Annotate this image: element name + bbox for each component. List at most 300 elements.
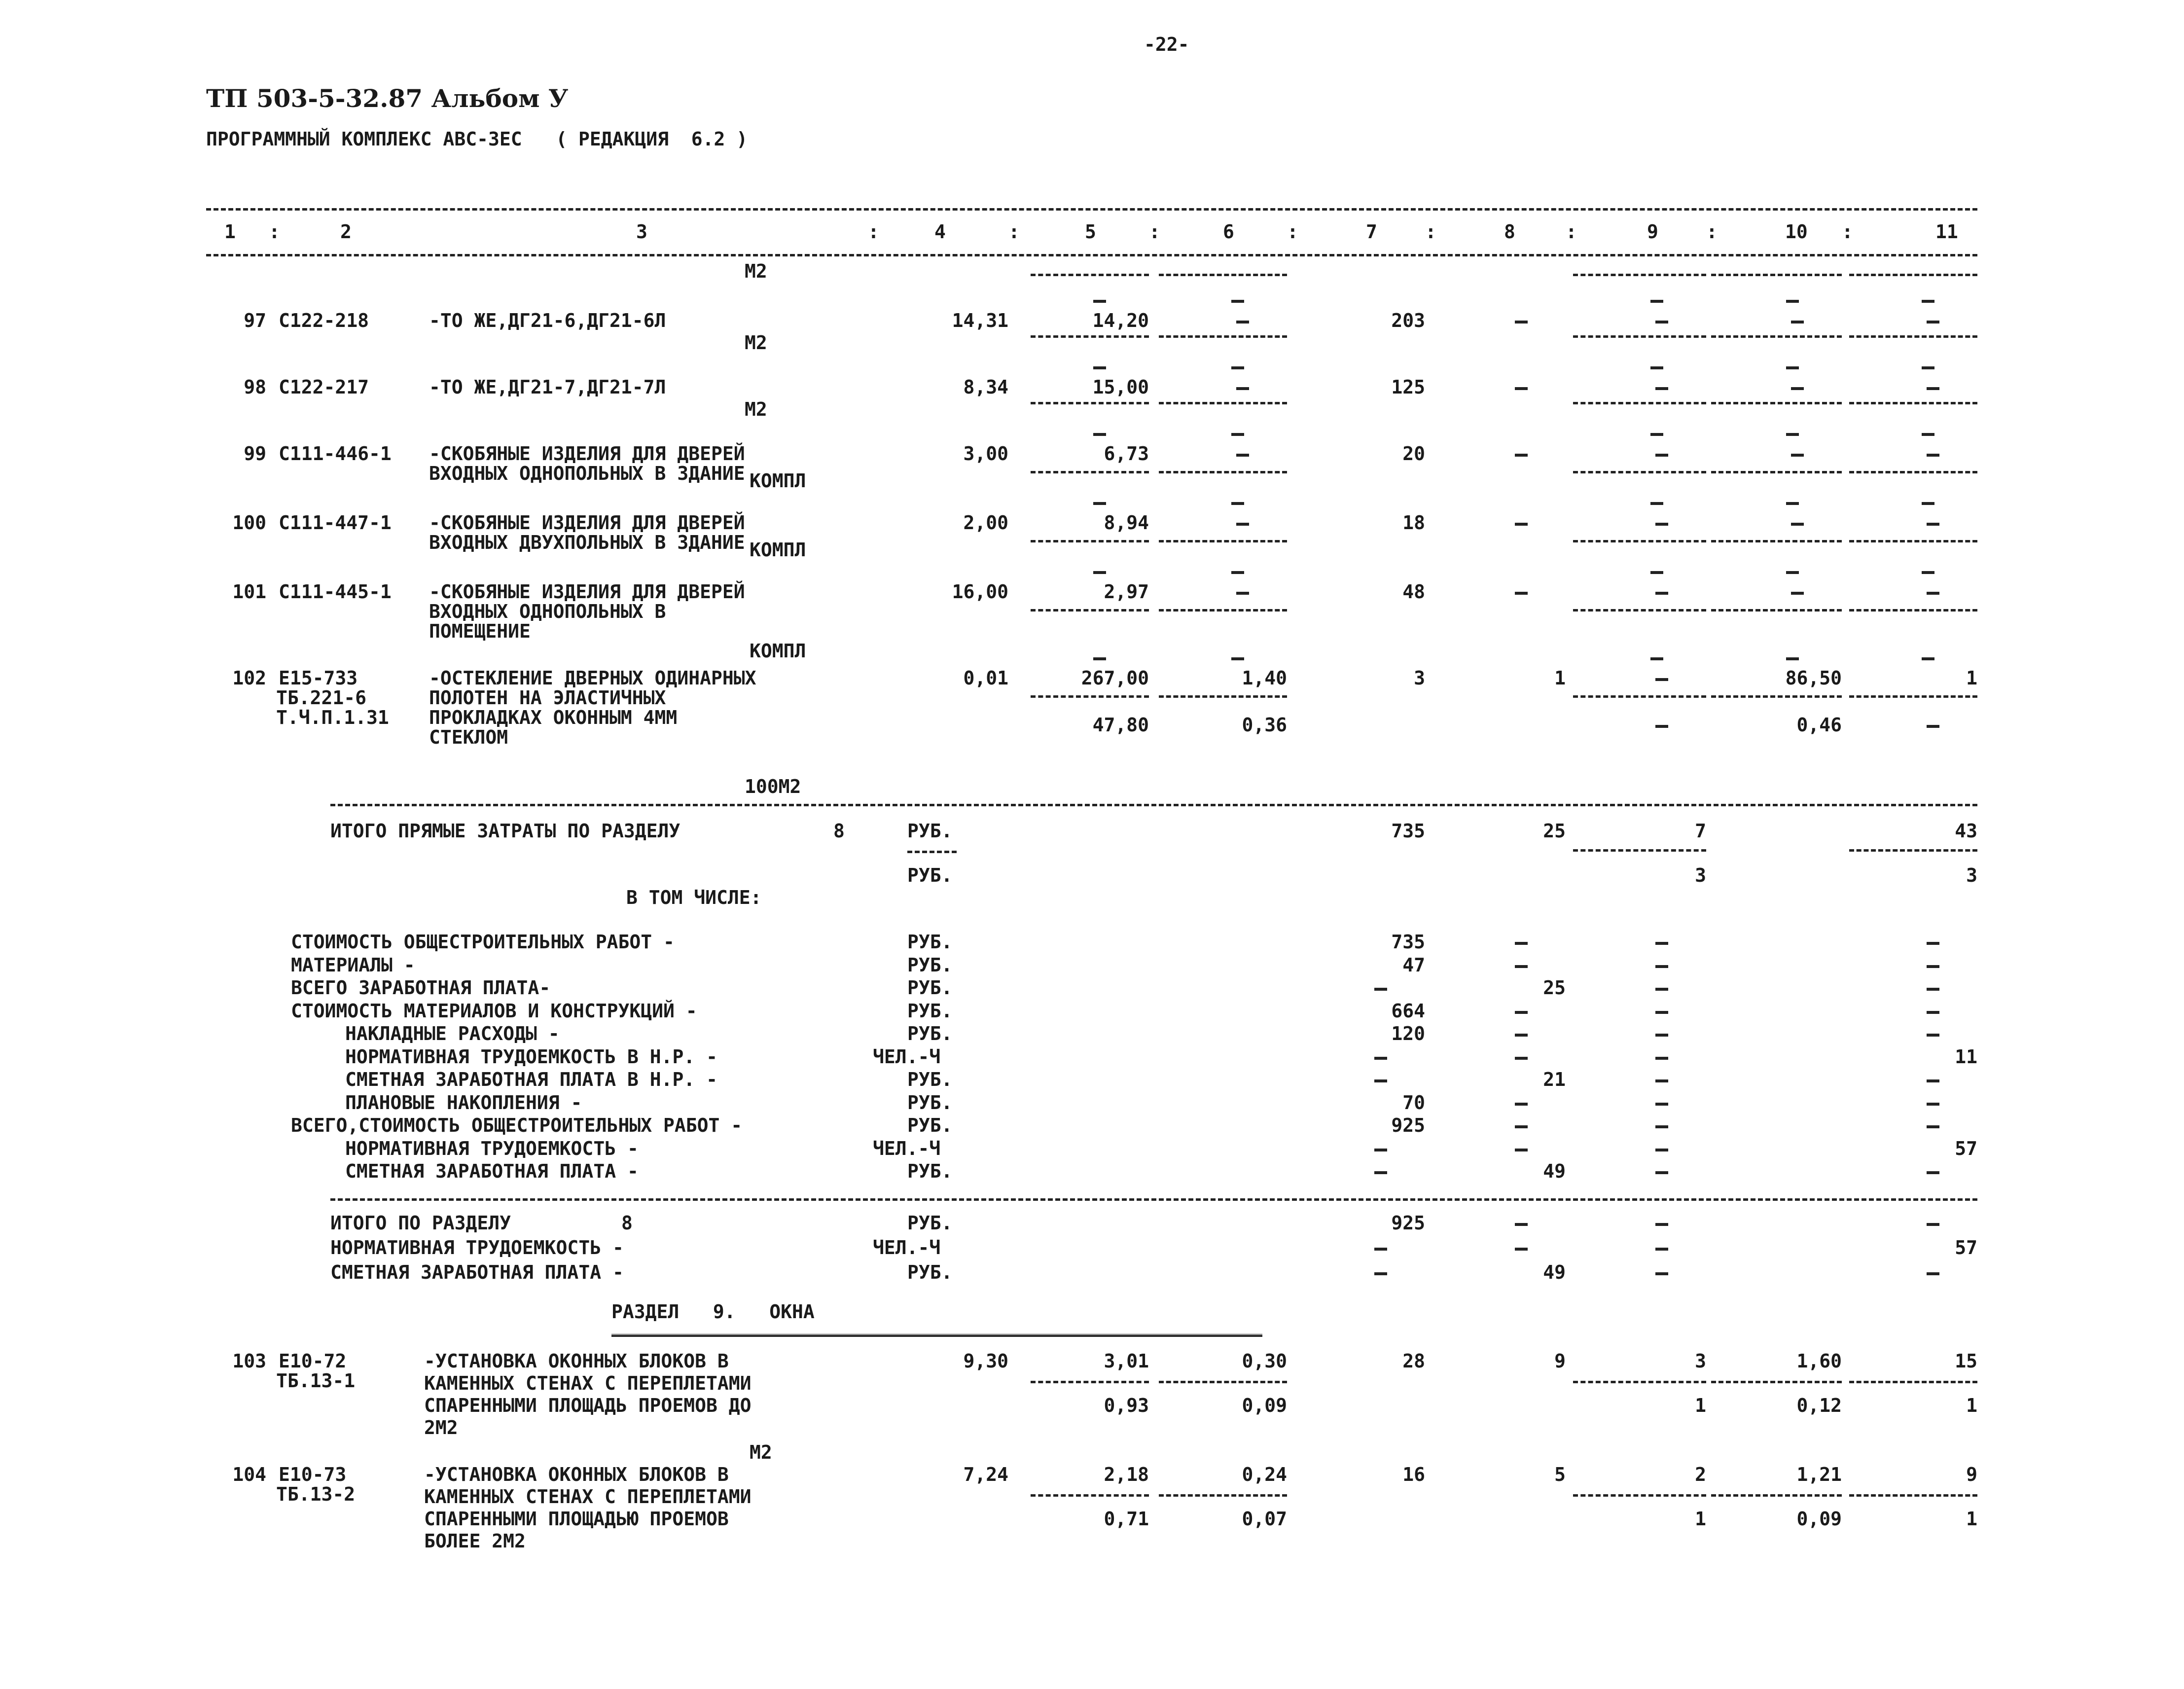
row-unit: КОМПЛ (750, 640, 806, 662)
column-number-10: 10 (1785, 221, 1808, 243)
stub-dash (1786, 657, 1799, 660)
breakdown-unit: РУБ. (907, 1023, 953, 1044)
sub-rule-c9 (1573, 540, 1706, 542)
summary-c9-dash (1655, 1248, 1668, 1251)
breakdown-c8-dash (1515, 965, 1528, 968)
row-c10-dash (1791, 592, 1804, 595)
row-c5: 15,00 (1092, 376, 1149, 398)
sub-rule-c6 (1159, 540, 1287, 542)
breakdown-unit: РУБ. (907, 977, 953, 999)
section-total-c9: 7 (1695, 820, 1706, 842)
stub-dash (1922, 300, 1934, 303)
row-c5: 2,18 (1104, 1464, 1149, 1485)
row-c7: 203 (1391, 310, 1425, 331)
stub-dash (1650, 366, 1663, 369)
column-separator: : (1842, 221, 1853, 243)
stub-dash (1231, 366, 1244, 369)
sub-rule-c6 (1159, 695, 1287, 698)
row-description: ВХОДНЫХ ОДНОПОЛЬНЫХ В ЗДАНИЕ (429, 463, 745, 484)
row-unit: М2 (745, 332, 767, 354)
column-number-3: 3 (636, 221, 647, 243)
row-c9: 3 (1695, 1350, 1706, 1372)
row-number: 100 (232, 512, 266, 534)
breakdown-label: НАКЛАДНЫЕ РАСХОДЫ - (345, 1023, 560, 1044)
row-code-ref: Т.Ч.П.1.31 (276, 707, 389, 728)
stub-dash (1650, 433, 1663, 436)
sub-rule-c6 (1159, 471, 1287, 473)
summary-c8: 49 (1543, 1261, 1566, 1283)
breakdown-c11-dash (1927, 1034, 1939, 1037)
page-number: -22- (1144, 34, 1189, 55)
breakdown-c9-dash (1655, 1171, 1668, 1174)
stub-dash (1093, 571, 1106, 574)
column-separator: : (1149, 221, 1160, 243)
sub-rule-c6 (1159, 1381, 1287, 1383)
sub-rule-c10 (1711, 274, 1842, 276)
summary-c9-dash (1655, 1272, 1668, 1275)
row-c5-sub: 0,71 (1104, 1508, 1149, 1530)
row-c6: 1,40 (1242, 667, 1287, 689)
row-description: -ТО ЖЕ,ДГ21-6,ДГ21-6Л (429, 310, 666, 331)
row-c8-dash (1515, 592, 1528, 595)
row-c5: 267,00 (1081, 667, 1149, 689)
row-c10-dash (1791, 454, 1804, 457)
column-number-9: 9 (1647, 221, 1658, 243)
sub-rule-c9 (1573, 335, 1706, 338)
stub-dash (1231, 502, 1244, 505)
row-c11-dash (1927, 321, 1939, 323)
sub-rule-c9 (1573, 471, 1706, 473)
stub-dash (1922, 366, 1934, 369)
breakdown-c9-dash (1655, 1057, 1668, 1060)
sub-rule-c5 (1031, 471, 1149, 473)
row-c11-sub-dash (1927, 725, 1939, 728)
breakdown-c9-dash (1655, 1103, 1668, 1106)
column-number-5: 5 (1085, 221, 1096, 243)
row-number: 104 (232, 1464, 266, 1485)
sub-rule-c5 (1031, 540, 1149, 542)
breakdown-c8-dash (1515, 942, 1528, 945)
row-quantity: 7,24 (963, 1464, 1008, 1485)
sub-rule-c9 (1573, 274, 1706, 276)
row-quantity: 0,01 (963, 667, 1008, 689)
breakdown-unit: РУБ. (907, 1091, 953, 1114)
row-c8-dash (1515, 454, 1528, 457)
row-c6-sub: 0,36 (1242, 714, 1287, 736)
breakdown-c8: 21 (1543, 1069, 1566, 1090)
summary-c11-dash (1927, 1272, 1939, 1275)
row-unit: 100М2 (745, 776, 801, 797)
breakdown-c7: 70 (1402, 1091, 1425, 1114)
row-unit: КОМПЛ (750, 470, 806, 492)
column-separator: : (1008, 221, 1020, 243)
breakdown-c11-dash (1927, 965, 1939, 968)
row-c6: 0,24 (1242, 1464, 1287, 1485)
summary-label: ИТОГО ПО РАЗДЕЛУ (330, 1212, 511, 1234)
breakdown-c8-dash (1515, 1149, 1528, 1151)
rule-unit (907, 851, 957, 853)
column-number-1: 1 (224, 221, 236, 243)
row-quantity: 3,00 (963, 443, 1008, 465)
row-description: -СКОБЯНЫЕ ИЗДЕЛИЯ ДЛЯ ДВЕРЕЙ (429, 512, 745, 534)
row-c8-dash (1515, 387, 1528, 390)
row-c7: 3 (1414, 667, 1425, 689)
rule-section-summary (330, 1198, 1977, 1201)
row-description: КАМЕННЫХ СТЕНАХ С ПЕРЕПЛЕТАМИ (424, 1372, 752, 1394)
section-total-number: 8 (833, 820, 845, 842)
row-description: -УСТАНОВКА ОКОННЫХ БЛОКОВ В (424, 1464, 729, 1485)
summary-c9-dash (1655, 1223, 1668, 1226)
row-c11-dash (1927, 523, 1939, 526)
breakdown-label: НОРМАТИВНАЯ ТРУДОЕМКОСТЬ В Н.Р. - (345, 1045, 717, 1068)
section-total-c9-sub: 3 (1695, 864, 1706, 886)
section-total-c11: 43 (1955, 820, 1977, 842)
breakdown-unit: РУБ. (907, 1114, 953, 1136)
breakdown-c8-dash (1515, 1011, 1528, 1014)
stub-dash (1650, 657, 1663, 660)
summary-unit: РУБ. (907, 1212, 953, 1234)
breakdown-unit: ЧЕЛ.-Ч (873, 1045, 941, 1068)
breakdown-label: СТОИМОСТЬ МАТЕРИАЛОВ И КОНСТРУКЦИЙ - (291, 1000, 697, 1022)
row-c7: 28 (1402, 1350, 1425, 1372)
row-c11-sub: 1 (1966, 1508, 1977, 1530)
sub-rule-c11 (1849, 471, 1977, 473)
row-unit: М2 (750, 1441, 772, 1463)
breakdown-c11-dash (1927, 1171, 1939, 1174)
row-c11-dash (1927, 387, 1939, 390)
stub-dash (1231, 300, 1244, 303)
breakdown-c9-dash (1655, 1079, 1668, 1082)
row-description: КАМЕННЫХ СТЕНАХ С ПЕРЕПЛЕТАМИ (424, 1486, 752, 1508)
row-description: ПОМЕЩЕНИЕ (429, 620, 531, 642)
row-description: -СКОБЯНЫЕ ИЗДЕЛИЯ ДЛЯ ДВЕРЕЙ (429, 443, 745, 465)
row-c9-sub: 1 (1695, 1395, 1706, 1416)
summary-c7-dash (1374, 1248, 1387, 1251)
breakdown-c9-dash (1655, 1125, 1668, 1128)
row-c8-dash (1515, 321, 1528, 323)
row-c11-dash (1927, 592, 1939, 595)
row-description: ПРОКЛАДКАХ ОКОННЫМ 4ММ (429, 707, 678, 728)
row-code: Е10-73 (279, 1464, 347, 1485)
sub-rule-c11 (1849, 849, 1977, 852)
row-c5: 8,94 (1104, 512, 1149, 534)
breakdown-label: СМЕТНАЯ ЗАРАБОТНАЯ ПЛАТА - (345, 1160, 639, 1182)
breakdown-c8: 49 (1543, 1160, 1566, 1182)
row-c6-sub: 0,07 (1242, 1508, 1287, 1530)
sub-rule-c6 (1159, 609, 1287, 611)
row-code: С122-217 (279, 376, 369, 398)
row-c11-sub: 1 (1966, 1395, 1977, 1416)
sub-rule-c11 (1849, 540, 1977, 542)
row-c5-sub: 0,93 (1104, 1395, 1149, 1416)
sub-rule-c10 (1711, 609, 1842, 611)
sub-rule-c11 (1849, 1494, 1977, 1497)
row-c10: 1,60 (1796, 1350, 1842, 1372)
breakdown-c9-dash (1655, 1149, 1668, 1151)
section-total-c11-sub: 3 (1966, 864, 1977, 886)
breakdown-c11: 11 (1955, 1045, 1977, 1068)
column-number-6: 6 (1223, 221, 1234, 243)
row-c9-sub: 1 (1695, 1508, 1706, 1530)
sub-rule-c11 (1849, 609, 1977, 611)
row-number: 97 (244, 310, 266, 331)
section-total-unit: РУБ. (907, 820, 953, 842)
row-c8: 9 (1554, 1350, 1566, 1372)
row-c7: 48 (1402, 581, 1425, 603)
stub-dash (1786, 300, 1799, 303)
sub-rule-c11 (1849, 274, 1977, 276)
sub-rule-c10 (1711, 335, 1842, 338)
row-number: 102 (232, 667, 266, 689)
row-c11: 15 (1955, 1350, 1977, 1372)
in-that-number-label: В ТОМ ЧИСЛЕ: (626, 887, 762, 908)
section-total-c7: 735 (1391, 820, 1425, 842)
column-number-4: 4 (934, 221, 946, 243)
row-c9-dash (1655, 523, 1668, 526)
sub-rule-c10 (1711, 540, 1842, 542)
sub-rule-c11 (1849, 335, 1977, 338)
row-code: Е10-72 (279, 1350, 347, 1372)
breakdown-c7: 47 (1402, 954, 1425, 976)
rule-section-total (330, 804, 1977, 806)
sub-rule-c11 (1849, 695, 1977, 698)
row-unit: М2 (745, 398, 767, 420)
breakdown-c11-dash (1927, 1079, 1939, 1082)
sub-rule-c10 (1711, 695, 1842, 698)
sub-rule-c10 (1711, 1381, 1842, 1383)
row-description: ВХОДНЫХ ДВУХПОЛЬНЫХ В ЗДАНИЕ (429, 532, 745, 553)
sub-rule-c5 (1031, 1381, 1149, 1383)
sub-rule-c9 (1573, 695, 1706, 698)
breakdown-c9-dash (1655, 965, 1668, 968)
row-c10-dash (1791, 523, 1804, 526)
row-c10-sub: 0,12 (1796, 1395, 1842, 1416)
row-number: 101 (232, 581, 266, 603)
row-code-ref: ТБ.13-2 (276, 1483, 356, 1505)
sub-rule-c11 (1849, 1381, 1977, 1383)
row-c7: 16 (1402, 1464, 1425, 1485)
summary-unit: ЧЕЛ.-Ч (873, 1237, 941, 1258)
row-c9-dash (1655, 592, 1668, 595)
sub-rule-c5 (1031, 335, 1149, 338)
breakdown-c11-dash (1927, 1011, 1939, 1014)
unit-label: М2 (745, 260, 767, 282)
breakdown-label: МАТЕРИАЛЫ - (291, 954, 415, 976)
row-number: 98 (244, 376, 266, 398)
row-quantity: 14,31 (952, 310, 1008, 331)
breakdown-c11: 57 (1955, 1137, 1977, 1159)
row-quantity: 16,00 (952, 581, 1008, 603)
breakdown-c11-dash (1927, 988, 1939, 991)
row-c8: 1 (1554, 667, 1566, 689)
breakdown-unit: РУБ. (907, 931, 953, 953)
summary-c7: 925 (1391, 1212, 1425, 1234)
column-separator: : (269, 221, 280, 243)
program-line: ПРОГРАММНЫЙ КОМПЛЕКС АВС-3ЕС ( РЕДАКЦИЯ 6.2 ) (206, 128, 748, 150)
row-c8-dash (1515, 523, 1528, 526)
sub-rule-c6 (1159, 402, 1287, 404)
stub-dash (1786, 366, 1799, 369)
stub-dash (1231, 657, 1244, 660)
summary-label: СМЕТНАЯ ЗАРАБОТНАЯ ПЛАТА - (330, 1261, 624, 1283)
rule-top (206, 208, 1977, 211)
breakdown-c8-dash (1515, 1103, 1528, 1106)
breakdown-unit: ЧЕЛ.-Ч (873, 1137, 941, 1159)
sub-rule-c5 (1031, 609, 1149, 611)
section-total-unit2: РУБ. (907, 864, 953, 886)
breakdown-c7: 925 (1391, 1114, 1425, 1136)
row-description: -УСТАНОВКА ОКОННЫХ БЛОКОВ В (424, 1350, 729, 1372)
row-code: С111-445-1 (279, 581, 392, 603)
row-c8: 5 (1554, 1464, 1566, 1485)
column-number-7: 7 (1366, 221, 1377, 243)
stub-dash (1093, 300, 1106, 303)
sub-rule-c9 (1573, 849, 1706, 852)
row-c11-dash (1927, 454, 1939, 457)
summary-c11: 57 (1955, 1237, 1977, 1258)
row-c9: 2 (1695, 1464, 1706, 1485)
column-number-8: 8 (1504, 221, 1515, 243)
row-c11: 1 (1966, 667, 1977, 689)
breakdown-label: ПЛАНОВЫЕ НАКОПЛЕНИЯ - (345, 1091, 582, 1114)
breakdown-label: НОРМАТИВНАЯ ТРУДОЕМКОСТЬ - (345, 1137, 639, 1159)
stub-dash (1231, 571, 1244, 574)
section-total-label: ИТОГО ПРЯМЫЕ ЗАТРАТЫ ПО РАЗДЕЛУ (330, 820, 680, 842)
column-separator: : (1425, 221, 1436, 243)
sub-rule-c5 (1031, 402, 1149, 404)
column-number-2: 2 (340, 221, 352, 243)
row-code: С111-446-1 (279, 443, 392, 465)
rule-header-bottom (206, 254, 1977, 256)
breakdown-c11-dash (1927, 942, 1939, 945)
breakdown-label: ВСЕГО,СТОИМОСТЬ ОБЩЕСТРОИТЕЛЬНЫХ РАБОТ - (291, 1114, 743, 1136)
breakdown-c7: 735 (1391, 931, 1425, 953)
summary-unit: РУБ. (907, 1261, 953, 1283)
row-number: 103 (232, 1350, 266, 1372)
summary-c8-dash (1515, 1248, 1528, 1251)
row-c5: 14,20 (1092, 310, 1149, 331)
row-c5: 3,01 (1104, 1350, 1149, 1372)
breakdown-c8-dash (1515, 1057, 1528, 1060)
row-description: БОЛЕЕ 2М2 (424, 1530, 526, 1552)
row-description: СТЕКЛОМ (429, 726, 508, 748)
breakdown-c9-dash (1655, 1011, 1668, 1014)
row-c9-dash (1655, 454, 1668, 457)
row-description: СПАРЕННЫМИ ПЛОЩАДЬЮ ПРОЕМОВ (424, 1508, 729, 1530)
column-separator: : (1706, 221, 1718, 243)
breakdown-c7-dash (1374, 1149, 1387, 1151)
stub-dash (1922, 571, 1934, 574)
row-quantity: 2,00 (963, 512, 1008, 534)
row-c10-sub: 0,46 (1796, 714, 1842, 736)
row-code-ref: ТБ.221-6 (276, 687, 367, 709)
stub-dash (1650, 502, 1663, 505)
stub-dash (1093, 657, 1106, 660)
row-number: 99 (244, 443, 266, 465)
breakdown-c9-dash (1655, 942, 1668, 945)
breakdown-c11-dash (1927, 1125, 1939, 1128)
stub-dash (1786, 502, 1799, 505)
row-description: СПАРЕННЫМИ ПЛОЩАДЬ ПРОЕМОВ ДО (424, 1395, 752, 1416)
row-c7: 20 (1402, 443, 1425, 465)
row-quantity: 9,30 (963, 1350, 1008, 1372)
row-description: -ОСТЕКЛЕНИЕ ДВЕРНЫХ ОДИНАРНЫХ (429, 667, 756, 689)
breakdown-c7: 664 (1391, 1000, 1425, 1022)
stub-dash (1093, 502, 1106, 505)
stub-dash (1093, 366, 1106, 369)
breakdown-c8-dash (1515, 1034, 1528, 1037)
sub-rule-c10 (1711, 1494, 1842, 1497)
summary-label: НОРМАТИВНАЯ ТРУДОЕМКОСТЬ - (330, 1237, 624, 1258)
breakdown-label: СТОИМОСТЬ ОБЩЕСТРОИТЕЛЬНЫХ РАБОТ - (291, 931, 675, 953)
stub-dash (1650, 300, 1663, 303)
breakdown-unit: РУБ. (907, 954, 953, 976)
rule-section-title (611, 1334, 1262, 1337)
stub-dash (1922, 502, 1934, 505)
stub-dash (1922, 433, 1934, 436)
sub-rule-c9 (1573, 402, 1706, 404)
stub-dash (1786, 571, 1799, 574)
sub-rule-c10 (1711, 402, 1842, 404)
breakdown-unit: РУБ. (907, 1000, 953, 1022)
breakdown-c9-dash (1655, 988, 1668, 991)
stub-dash (1231, 433, 1244, 436)
row-c10-sub: 0,09 (1796, 1508, 1842, 1530)
breakdown-c11-dash (1927, 1103, 1939, 1106)
row-c5: 6,73 (1104, 443, 1149, 465)
section-total-c8: 25 (1543, 820, 1566, 842)
stub-dash (1922, 657, 1934, 660)
column-separator: : (1287, 221, 1298, 243)
stub-dash (1093, 433, 1106, 436)
column-number-11: 11 (1935, 221, 1958, 243)
row-c6: 0,30 (1242, 1350, 1287, 1372)
row-c11: 9 (1966, 1464, 1977, 1485)
section-title: РАЗДЕЛ 9. ОКНА (611, 1301, 815, 1323)
row-code: Е15-733 (279, 667, 358, 689)
row-c7: 18 (1402, 512, 1425, 534)
column-separator: : (1566, 221, 1577, 243)
row-unit: КОМПЛ (750, 539, 806, 561)
stub-dash (1786, 433, 1799, 436)
column-separator: : (868, 221, 879, 243)
sub-rule-c6 (1159, 335, 1287, 338)
sub-rule-c11 (1849, 402, 1977, 404)
sub-rule-c9 (1573, 1381, 1706, 1383)
row-description: ПОЛОТЕН НА ЭЛАСТИЧНЫХ (429, 687, 666, 709)
row-c5: 2,97 (1104, 581, 1149, 603)
row-c10: 86,50 (1785, 667, 1842, 689)
row-c10: 1,21 (1796, 1464, 1842, 1485)
sub-rule-c6 (1159, 1494, 1287, 1497)
row-c10-dash (1791, 387, 1804, 390)
row-c7: 125 (1391, 376, 1425, 398)
summary-section-number: 8 (621, 1212, 633, 1234)
breakdown-c8: 25 (1543, 977, 1566, 999)
breakdown-c7: 120 (1391, 1023, 1425, 1044)
breakdown-c8-dash (1515, 1125, 1528, 1128)
row-c9-dash (1655, 321, 1668, 323)
row-description: -СКОБЯНЫЕ ИЗДЕЛИЯ ДЛЯ ДВЕРЕЙ (429, 581, 745, 603)
breakdown-unit: РУБ. (907, 1069, 953, 1090)
summary-c11-dash (1927, 1223, 1939, 1226)
breakdown-c9-dash (1655, 1034, 1668, 1037)
row-code-ref: ТБ.13-1 (276, 1370, 356, 1392)
sub-rule-c10 (1711, 471, 1842, 473)
sub-rule-c9 (1573, 1494, 1706, 1497)
row-description: 2М2 (424, 1417, 458, 1438)
row-description: -ТО ЖЕ,ДГ21-7,ДГ21-7Л (429, 376, 666, 398)
